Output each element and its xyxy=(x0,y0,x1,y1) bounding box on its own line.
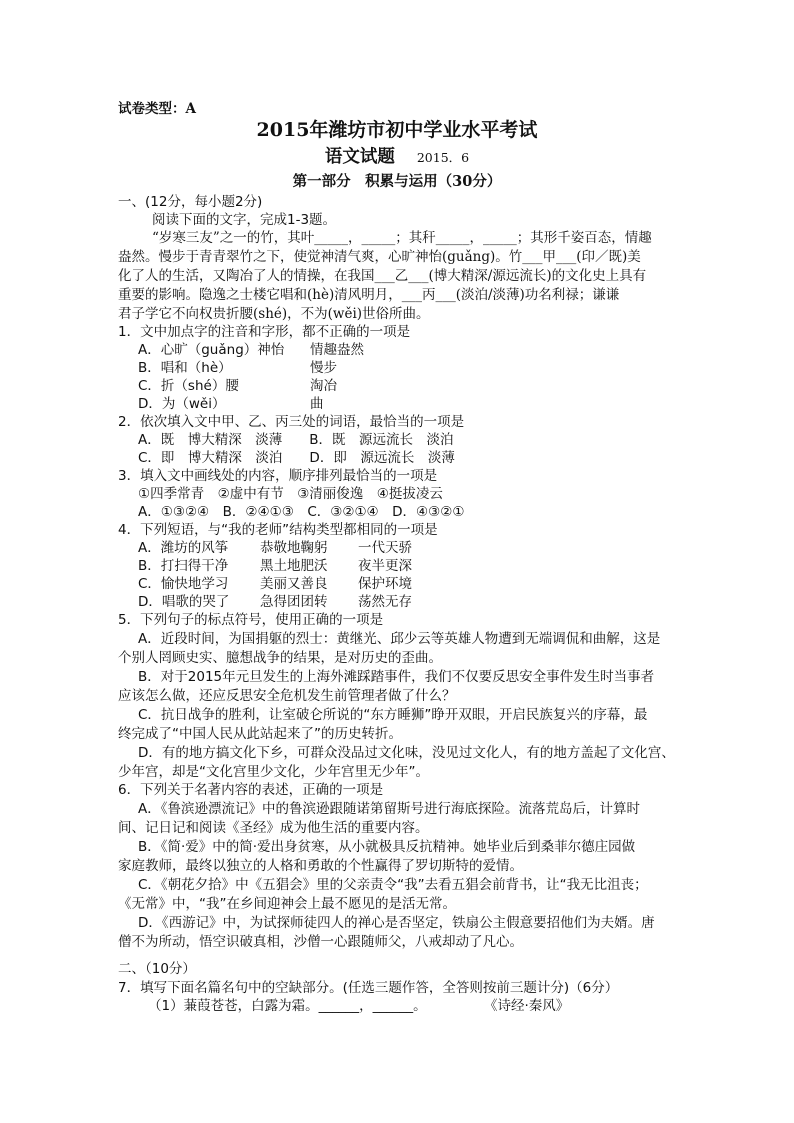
q6-text-line: 家庭教师，最终以独立的人格和勇敢的个性赢得了罗切斯特的爱情。 xyxy=(118,858,523,874)
q1-option-a: A．心旷（guǎng）神怡 xyxy=(138,342,285,358)
section1-heading: 一、(12分，每小题2分) xyxy=(118,194,263,210)
part1-heading: 第一部分 积累与运用（30分） xyxy=(292,173,502,190)
q1-option-b: B．唱和（hè） xyxy=(138,360,232,376)
q7-item-1: （1）蒹葭苍苍，白露为霜。______，______。 xyxy=(148,998,427,1014)
q6-text-line: D．《西游记》中，为试探师徒四人的禅心是否坚定，铁扇公主假意要招他们为夫婿。唐 xyxy=(138,915,655,931)
passage-line: 重要的影响。隐逸之士楼它唱和(hè)清风明月，___丙___(淡泊/淡薄)功名利禄；谦谦 xyxy=(118,287,620,303)
q5-text-line: D．有的地方搞文化下乡，可群众没品过文化味，没见过文化人，有的地方盖起了文化宫、 xyxy=(138,745,675,761)
passage-line: “岁寒三友”之一的竹，其叶_____，_____；其秆_____，_____；其形千姿百态，情趣 xyxy=(152,230,652,246)
q1-option-c: C．折（shé）腰 xyxy=(138,378,239,394)
q5-text-line: C．抗日战争的胜利，让室破仑所说的“东方睡狮”睁开双眼，开启民族复兴的序幕，最 xyxy=(138,707,648,723)
q1-option-b-word: 慢步 xyxy=(310,360,337,376)
q2-options-row: C．即 博大精深 淡泊 D．即 源远流长 淡薄 xyxy=(138,450,455,466)
q1-stem: 1．文中加点字的注音和字形，都不正确的一项是 xyxy=(118,324,411,340)
q1-option-a-word: 情趣盎然 xyxy=(310,342,364,358)
exam-subject-line xyxy=(0,146,794,169)
q6-text-line: B．《简·爱》中的简·爱出身贫寒，从小就极具反抗精神。她毕业后到桑菲尔德庄园做 xyxy=(138,839,636,855)
q4-option-b-phrase: 黑土地肥沃 xyxy=(260,558,328,574)
q5-text-line: B．对于2015年元旦发生的上海外滩踩踏事件，我们不仅要反思安全事件发生时当事者 xyxy=(138,669,655,685)
q7-stem: 7．填写下面名篇名句中的空缺部分。(任选三题作答，全答则按前三题计分)（6分） xyxy=(118,980,619,996)
q4-option-a-phrase: 恭敬地鞠躬 xyxy=(260,540,328,556)
q4-option-c: C．愉快地学习 xyxy=(138,576,229,592)
exam-type: 试卷类型：A xyxy=(118,101,196,117)
exam-date: 2015．6 xyxy=(416,150,470,165)
q4-option-a: A．潍坊的风筝 xyxy=(138,540,229,556)
q6-stem: 6．下列关于名著内容的表述，正确的一项是 xyxy=(118,782,384,798)
passage-line: 化了人的生活，又陶冶了人的情操，在我国___乙___(博大精深/源远流长)的文化史上具有 xyxy=(118,268,647,284)
q6-text-line: C．《朝花夕拾》中《五猖会》里的父亲责令“我”去看五猖会前背书，让“我无比沮丧； xyxy=(138,877,648,893)
q4-option-d-phrase: 荡然无存 xyxy=(358,594,412,610)
q4-option-b: B．打扫得干净 xyxy=(138,558,229,574)
passage-line: 盎然。慢步于青青翠竹之下，使觉神清气爽，心旷神怡(guǎng)。竹___甲___(印／既)美 xyxy=(118,249,641,265)
q5-text-line: 应该怎么做，还应反思安全危机发生前管理者做了什么？ xyxy=(118,688,456,704)
q2-options-row: A．既 博大精深 淡薄 B．既 源远流长 淡泊 xyxy=(138,432,454,448)
q4-option-d: D．唱歌的哭了 xyxy=(138,594,230,610)
q6-text-line: 僧不为所动，悟空识破真相，沙僧一心跟随师父，八戒却动了凡心。 xyxy=(118,934,523,950)
q7-item-1-source: 《诗经·秦风》 xyxy=(484,998,570,1014)
q5-text-line: 终完成了“中国人民从此站起来了”的历史转折。 xyxy=(118,726,402,742)
q5-text-line: 少年宫，却是“文化宫里少文化，少年宫里无少年”。 xyxy=(118,764,429,780)
q5-text-line: A．近段时间，为国捐躯的烈士：黄继光、邱少云等英雄人物遭到无端调侃和曲解，这是 xyxy=(138,631,661,647)
q4-option-b-phrase: 夜半更深 xyxy=(358,558,412,574)
passage-line: 君子学它不向权贵折腰(shé)，不为(wěi)世俗所曲。 xyxy=(118,306,430,322)
q5-text-line: 个别人罔顾史实、臆想战争的结果，是对历史的歪曲。 xyxy=(118,650,442,666)
q3-items: ①四季常青 ②虚中有节 ③清丽俊逸 ④挺拔凌云 xyxy=(138,486,443,502)
passage-intro: 阅读下面的文字，完成1-3题。 xyxy=(152,212,337,228)
q4-option-c-phrase: 美丽又善良 xyxy=(260,576,328,592)
q1-option-d-word: 曲 xyxy=(310,396,324,412)
q5-stem: 5．下列句子的标点符号，使用正确的一项是 xyxy=(118,612,384,628)
q6-text-line: A．《鲁滨逊漂流记》中的鲁滨逊跟随诺第留斯号进行海底探险。流落荒岛后，计算时 xyxy=(138,801,640,817)
q3-stem: 3．填入文中画线处的内容，顺序排列最恰当的一项是 xyxy=(118,468,438,484)
q4-option-a-phrase: 一代天骄 xyxy=(358,540,412,556)
exam-subject: 语文试题 xyxy=(324,147,395,167)
q6-text-line: 《无常》中，“我”在乡间迎神会上最不愿见的是活无常。 xyxy=(118,896,456,912)
section2-heading: 二、（10分） xyxy=(118,961,196,977)
q4-option-c-phrase: 保护环境 xyxy=(358,576,412,592)
q6-text-line: 间、记日记和阅读《圣经》成为他生活的重要内容。 xyxy=(118,820,429,836)
q1-option-c-word: 淘冶 xyxy=(310,378,337,394)
exam-title: 2015年潍坊市初中学业水平考试 xyxy=(256,119,538,141)
q4-option-d-phrase: 急得团团转 xyxy=(260,594,328,610)
q3-options: A．①③②④ B．②④①③ C．③②①④ D．④③②① xyxy=(138,504,465,520)
q2-stem: 2．依次填入文中甲、乙、丙三处的词语，最恰当的一项是 xyxy=(118,414,465,430)
q1-option-d: D．为（wěi） xyxy=(138,396,226,412)
q4-stem: 4．下列短语，与“我的老师”结构类型都相同的一项是 xyxy=(118,522,438,538)
